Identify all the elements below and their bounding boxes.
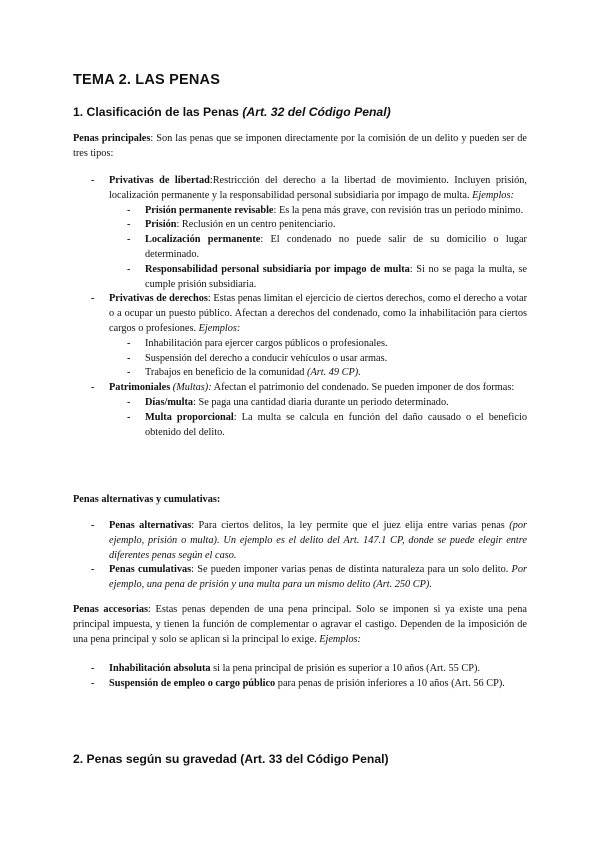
subitem-text: Trabajos en beneficio de la comunidad [145, 367, 308, 379]
sublist-item [109, 218, 527, 233]
item-text: si la pena principal de prisión es superior a 10 años (Art. 55 CP). [210, 663, 480, 674]
list-item-suspension [73, 677, 527, 692]
penas-accesorias-list [73, 662, 527, 692]
subitem-text: : Es la pena más grave, con revisión tras un periodo mínimo. [273, 204, 524, 216]
sublist-privativas-libertad [109, 204, 527, 293]
item-term: Penas alternativas [109, 520, 192, 531]
sublist-patrimoniales [109, 396, 527, 440]
item-text: : Se pueden imponer varias penas de distinta naturaleza para un solo delito. [191, 564, 512, 576]
accesorias-text: : Estas penas dependen de una pena principal. Solo se imponen si ya existe una pena principal impuesta, y tienen la función de complementar o agravar el castigo. Dependen de la imposición de una pena principal y solo se aplican si la principal lo exige. [73, 604, 527, 645]
item-term: Patrimoniales [109, 382, 171, 394]
subitem-term: Localización permanente [145, 234, 261, 246]
subitem-term: Multa proporcional [145, 411, 234, 423]
item-text: :Restricción del derecho a la libertad de movimiento. Incluyen prisión, localización permanente y la responsabilidad personal subsidiaria por impago de multa. [109, 175, 528, 201]
subitem-term: Responsabilidad personal subsidiaria por impago de multa [145, 263, 410, 275]
penas-principales-list [73, 174, 527, 440]
subitem-text: : La multa se calcula en función del daño causado o el beneficio obtenido del delito. [145, 411, 527, 438]
list-item-patrimoniales [73, 381, 527, 440]
item-term: Suspensión de empleo o cargo público [109, 677, 276, 689]
accesorias-examples-label: Ejemplos: [319, 633, 361, 645]
sublist-item [109, 204, 527, 219]
sublist-item [109, 233, 527, 263]
item-italic: (por ejemplo, prisión o multa). Un ejemplo es el delito del Art. 147.1 CP, donde se puede elegir entre diferentes penas según el caso. [109, 520, 527, 561]
subitem-term: Días/multa [145, 396, 194, 408]
subitem-text: : El condenado no puede salir de su domicilio o lugar determinado. [145, 234, 527, 260]
list-item-penas-alternativas [73, 519, 527, 563]
subitem-text: Suspensión del derecho a conducir vehículos o usar armas. [145, 352, 388, 364]
penas-alternativas-heading [73, 493, 527, 508]
item-term: Penas cumulativas [109, 564, 192, 576]
accesorias-term: Penas accesorias [73, 604, 149, 615]
page-title: TEMA 2. LAS PENAS [73, 72, 221, 88]
subitem-term: Prisión permanente revisable [145, 204, 274, 216]
sublist-item [109, 366, 527, 381]
sublist-item [109, 396, 527, 411]
subitem-text: Inhabilitación para ejercer cargos públicos o profesionales. [145, 337, 388, 349]
sublist-item [109, 263, 527, 293]
penas-principales-paragraph [73, 132, 527, 162]
item-italic: (Multas): [170, 382, 212, 394]
penas-principales-text: : Son las penas que se imponen directamente por la comisión de un delito y pueden ser de tres tipos: [73, 133, 527, 159]
list-item-inhabilitacion [73, 662, 527, 677]
sublist-item [109, 411, 527, 441]
sublist-privativas-derechos [109, 337, 527, 381]
item-term: Privativas de derechos [109, 293, 208, 305]
subitem-term: Prisión [145, 219, 177, 231]
penas-accesorias-paragraph [73, 603, 527, 647]
item-text: : Estas penas limitan el ejercicio de ciertos derechos, como el derecho a votar o a ocupar un puesto público. Afectan a derechos del condenado, como la inhabilitación para ciertos cargos o profesiones. [109, 293, 527, 334]
subitem-ref: (Art. 49 CP). [307, 367, 361, 379]
item-examples-label: Ejemplos: [472, 189, 514, 201]
item-term: Inhabilitación absoluta [109, 663, 211, 674]
list-item-privativas-libertad [73, 174, 527, 292]
section-heading-clasificacion [73, 105, 391, 119]
item-examples-label: Ejemplos: [198, 322, 241, 334]
section-heading-main: 1. Clasificación de las Penas [73, 105, 243, 119]
sublist-item [109, 352, 527, 367]
sublist-item [109, 337, 527, 352]
subitem-text: : Si no se paga la multa, se cumple prisión subsidiaria. [145, 263, 527, 290]
item-text: Afectan el patrimonio del condenado. Se pueden imponer de dos formas: [211, 382, 515, 394]
list-item-penas-cumulativas [73, 563, 527, 593]
alternativas-heading-text: Penas alternativas y cumulativas: [73, 494, 221, 505]
list-item-privativas-derechos [73, 292, 527, 381]
item-text: : Para ciertos delitos, la ley permite que el juez elija entre varias penas [191, 520, 510, 531]
item-term: Privativas de libertad [109, 175, 210, 186]
penas-principales-term: Penas principales [73, 133, 151, 144]
penas-alternativas-list [73, 519, 527, 593]
subitem-text: : Reclusión en un centro penitenciario. [176, 219, 336, 231]
item-italic: Por ejemplo, una pena de prisión y una multa para un mismo delito (Art. 250 CP). [109, 564, 527, 591]
section-heading-gravedad: 2. Penas según su gravedad (Art. 33 del Código Penal) [73, 752, 389, 766]
subitem-text: : Se paga una cantidad diaria durante un periodo determinado. [193, 396, 449, 408]
section-heading-ref: (Art. 32 del Código Penal) [242, 105, 391, 119]
item-text: para penas de prisión inferiores a 10 años (Art. 56 CP). [275, 677, 505, 689]
